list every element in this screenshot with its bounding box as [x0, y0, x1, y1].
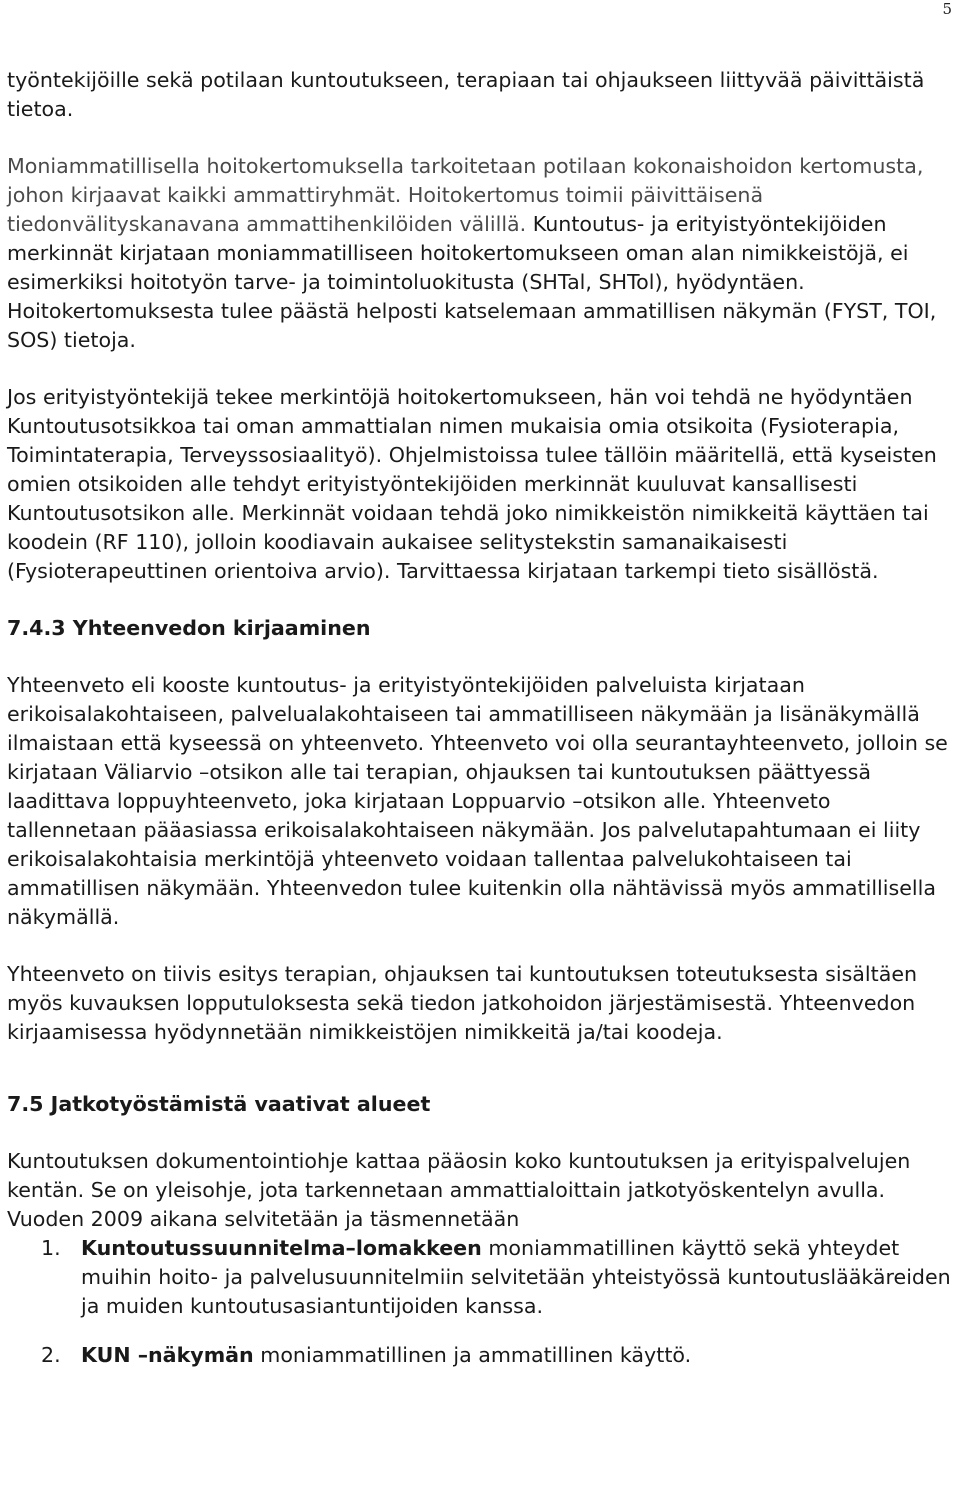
paragraph-yhteenveto: Yhteenveto eli kooste kuntoutus- ja erityistyöntekijöiden palveluista kirjataan erikoisalakohtaiseen, palvelualakohtaiseen tai ammatilliseen näkymään ja lisänäkymällä ilmaistaan että kyseessä on yhteenveto. Yhteenveto voi olla seurantayhteenveto, jolloin se kirjataan Väliarvio –otsikon alle tai terapian, ohjauksen tai kuntoutuksen päättyessä laadittava loppuyhteenveto, joka kirjataan Loppuarvio –otsikon alle. Yhteenveto tallennetaan pääasiassa erikoisalakohtaiseen näkymään. Jos palvelutapahtumaan ei liity erikoisalakohtaisia merkintöjä yhteenveto voidaan tallentaa palvelukohtaiseen tai ammatillisen näkymään. Yhteenvedon tulee kuitenkin olla nähtävissä myös ammatillisella näkymällä. [7, 673, 948, 929]
list-item-text: moniammatillinen ja ammatillinen käyttö. [253, 1343, 692, 1367]
list-item-number: 2. [41, 1343, 61, 1367]
paragraph-intro: työntekijöille sekä potilaan kuntoutukseen, terapiaan tai ohjaukseen liittyvää päivittäistä tietoa. [7, 68, 925, 121]
page-number: 5 [942, 0, 952, 18]
paragraph-yhteenveto-esitys: Yhteenveto on tiivis esitys terapian, ohjauksen tai kuntoutuksen toteutuksesta sisältäen myös kuvauksen lopputuloksesta sekä tiedon jatkohoidon järjestämisestä. Yhteenvedon kirjaamisessa hyödynnetään nimikkeistöjen nimikkeitä ja/tai koodeja. [7, 962, 918, 1044]
document-body [7, 66, 957, 1370]
paragraph-erityistyontekija: Jos erityistyöntekijä tekee merkintöjä hoitokertomukseen, hän voi tehdä ne hyödyntäen Kuntoutusotsikkoa tai oman ammattialan nimen mukaisia omia otsikoita (Fysioterapia, Toimintaterapia, Terveyssosiaalityö). Ohjelmistoissa tulee tällöin määritellä, että kyseisten omien otsikoiden alle tehdyt erityistyöntekijöiden merkinnät kuuluvat kansallisesti Kuntoutusotsikon alle. Merkinnät voidaan tehdä joko nimikkeistön nimikkeitä käyttäen tai koodein (RF 110), jolloin koodiavain aukaisee selitystekstin samanaikaisesti (Fysioterapeuttinen orientoiva arvio). Tarvittaessa kirjataan tarkempi tieto sisällöstä. [7, 385, 937, 583]
numbered-list [7, 1234, 957, 1370]
list-item-text: moniammatillinen käyttö sekä yhteydet muihin hoito- ja palvelusuunnitelmiin selvitetään yhteistyössä kuntoutuslääkäreiden ja muiden kuntoutusasiantuntijoiden kanssa. [81, 1236, 951, 1318]
section-heading-jatkotyostaminen: 7.5 Jatkotyöstämistä vaativat alueet [7, 1092, 431, 1116]
list-item [7, 1234, 957, 1321]
paragraph-hoitokertomus-part-a: Moniammatillisella hoitokertomuksella tarkoitetaan potilaan kokonaishoidon kertomusta, johon kirjaavat kaikki ammattiryhmät. Hoitokertomus toimii päivittäisenä tiedonvälityskanavana ammattihenkilöiden välillä. [7, 154, 924, 236]
paragraph-hoitokertomus [7, 152, 957, 355]
paragraph-hoitokertomus-part-b: Kuntoutus- ja erityistyöntekijöiden merkinnät kirjataan moniammatilliseen hoitokertomukseen oman alan nimikkeistöjä, ei esimerkiksi hoitotyön tarve- ja toimintoluokitusta (SHTal, SHTol), hyödyntäen. Hoitokertomuksesta tulee päästä helposti katselemaan ammatillisen näkymän (FYST, TOI, SOS) tietoja. [7, 212, 937, 352]
section-heading-yhteenveto: 7.4.3 Yhteenvedon kirjaaminen [7, 616, 371, 640]
list-item-number: 1. [41, 1236, 61, 1260]
list-item [7, 1341, 957, 1370]
list-item-bold: KUN –näkymän [81, 1343, 254, 1367]
paragraph-dokumentointiohje: Kuntoutuksen dokumentointiohje kattaa pääosin koko kuntoutuksen ja erityispalvelujen kentän. Se on yleisohje, jota tarkennetaan ammattialoittain jatkotyöskentelyn avulla. Vuoden 2009 aikana selvitetään ja täsmennetään [7, 1149, 911, 1231]
list-item-bold: Kuntoutussuunnitelma–lomakkeen [81, 1236, 482, 1260]
